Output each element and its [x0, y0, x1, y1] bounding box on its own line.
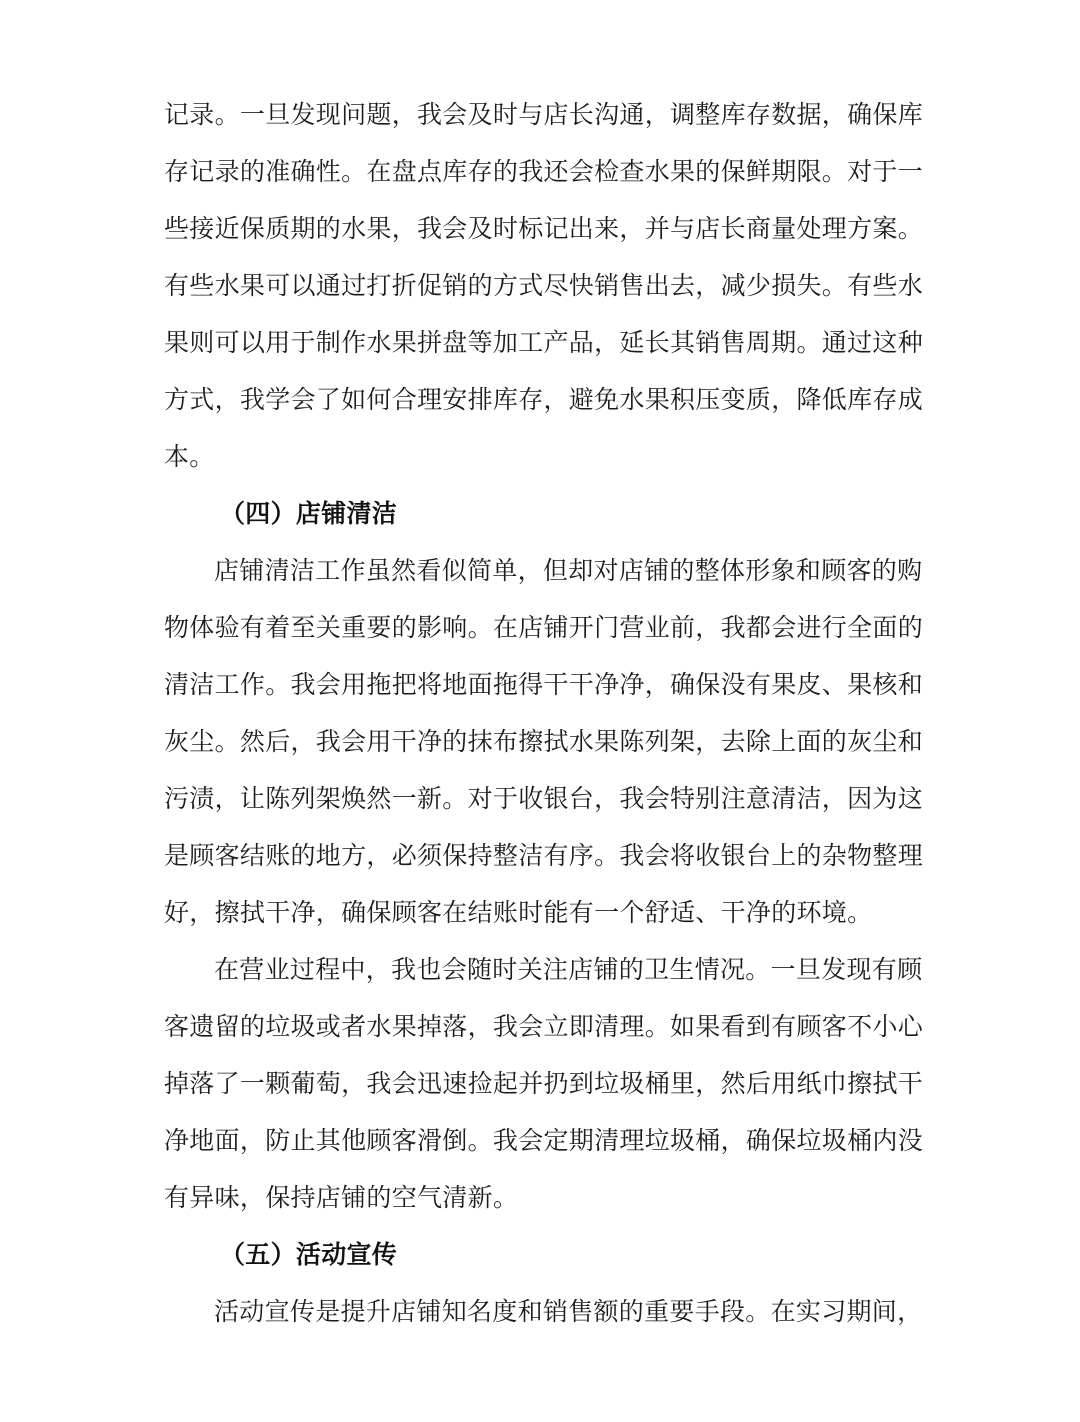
paragraph-inventory-tail — [164, 86, 924, 485]
text-line: 有些水果可以通过打折促销的方式尽快销售出去，减少损失。有些水 — [164, 271, 924, 300]
text-line: 存记录的准确性。在盘点库存的我还会检查水果的保鲜期限。对于一 — [164, 157, 924, 186]
text-line: 记录。一旦发现问题，我会及时与店长沟通，调整库存数据，确保库 — [164, 100, 924, 129]
text-line: 是顾客结账的地方，必须保持整洁有序。我会将收银台上的杂物整理 — [164, 841, 924, 870]
paragraph-cleaning-2 — [164, 941, 924, 1226]
section-heading-store-cleaning: （四）店铺清洁 — [220, 499, 398, 528]
text-line: 清洁工作。我会用拖把将地面拖得干干净净，确保没有果皮、果核和 — [164, 670, 924, 699]
text-line: 物体验有着至关重要的影响。在店铺开门营业前，我都会进行全面的 — [164, 613, 924, 642]
paragraph-cleaning-1 — [164, 542, 924, 941]
section-heading-promotion: （五）活动宣传 — [220, 1240, 398, 1269]
document-body — [164, 86, 924, 1340]
text-line: 客遗留的垃圾或者水果掉落，我会立即清理。如果看到有顾客不小心 — [164, 1012, 924, 1041]
text-line: 灰尘。然后，我会用干净的抹布擦拭水果陈列架，去除上面的灰尘和 — [164, 727, 924, 756]
text-line: 店铺清洁工作虽然看似简单，但却对店铺的整体形象和顾客的购 — [214, 556, 923, 585]
text-line: 掉落了一颗葡萄，我会迅速捡起并扔到垃圾桶里，然后用纸巾擦拭干 — [164, 1069, 924, 1098]
text-line: 净地面，防止其他顾客滑倒。我会定期清理垃圾桶，确保垃圾桶内没 — [164, 1126, 924, 1155]
text-line: 污渍，让陈列架焕然一新。对于收银台，我会特别注意清洁，因为这 — [164, 784, 924, 813]
text-line: 方式，我学会了如何合理安排库存，避免水果积压变质，降低库存成 — [164, 385, 924, 414]
text-line: 本。 — [164, 442, 215, 471]
text-line: 些接近保质期的水果，我会及时标记出来，并与店长商量处理方案。 — [164, 214, 924, 243]
text-line: 果则可以用于制作水果拼盘等加工产品，延长其销售周期。通过这种 — [164, 328, 924, 357]
text-line: 在营业过程中，我也会随时关注店铺的卫生情况。一旦发现有顾 — [214, 955, 923, 984]
paragraph-promotion-1 — [164, 1283, 924, 1340]
text-line: 活动宣传是提升店铺知名度和销售额的重要手段。在实习期间， — [214, 1297, 923, 1326]
text-line: 有异味，保持店铺的空气清新。 — [164, 1183, 519, 1212]
text-line: 好，擦拭干净，确保顾客在结账时能有一个舒适、干净的环境。 — [164, 898, 873, 927]
